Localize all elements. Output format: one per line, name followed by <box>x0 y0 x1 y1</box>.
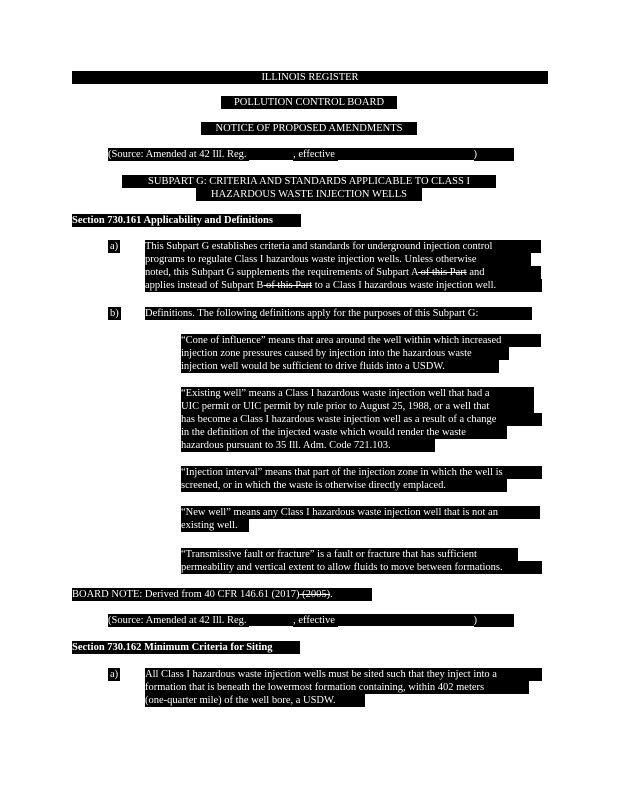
section-162-a-line-3: (one-quarter mile) of the well bore, a USDW. <box>145 694 365 707</box>
definition-cone-line-1: “Cone of influence” means that area around the well within which increased <box>181 334 541 347</box>
subsection-b-label: b) <box>110 308 119 319</box>
subsection-a-line-2: programs to regulate Class I hazardous waste injection wells. Unless otherwise <box>145 253 531 266</box>
definition-existing-line-1: “Existing well” means a Class I hazardous waste injection well that had a <box>181 387 534 400</box>
section-161-title: Section 730.161 Applicability and Definitions <box>72 214 301 227</box>
effective-blank <box>338 616 474 627</box>
reg-blank <box>249 616 293 627</box>
definition-interval-line-2: screened, or in which the waste is otherwise directly emplaced. <box>181 479 507 492</box>
notice-title: NOTICE OF PROPOSED AMENDMENTS <box>201 122 417 135</box>
struck-text: of this Part <box>417 267 467 278</box>
subsection-b-text: Definitions. The following definitions apply for the purposes of this Subpart G: <box>145 307 532 320</box>
board-note: BOARD NOTE: Derived from 40 CFR 146.61 (2017) (2005). <box>72 588 372 601</box>
source-line-1: (Source: Amended at 42 Ill. Reg. , effective ) <box>108 148 514 161</box>
definition-fault-line-2: permeability and vertical extent to allow fluids to move between formations. <box>181 561 542 574</box>
definition-existing-line-2: UIC permit or UIC permit by rule prior to August 25, 1988, or a well that <box>181 400 534 413</box>
definition-cone-line-2: injection zone pressures caused by injection into the hazardous waste <box>181 347 509 360</box>
register-title: ILLINOIS REGISTER <box>261 72 359 83</box>
section-162-a-label: a) <box>110 669 119 680</box>
definition-fault-line-1: “Transmissive fault or fracture” is a fault or fracture that has sufficient <box>181 548 518 561</box>
section-162-a-line-1: All Class I hazardous waste injection wells must be sited such that they inject into a <box>145 668 542 681</box>
reg-blank <box>249 150 293 161</box>
definition-existing-line-5: hazardous pursuant to 35 Ill. Adm. Code 721.103. <box>181 439 435 452</box>
struck-text: (2005) <box>299 589 331 600</box>
board-name: POLLUTION CONTROL BOARD <box>221 96 397 109</box>
definition-interval-line-1: “Injection interval” means that part of the injection zone in which the well is <box>181 466 542 479</box>
subsection-a-line-1: This Subpart G establishes criteria and standards for underground injection control <box>145 240 541 253</box>
definition-new-well-line-1: “New well” means any Class I hazardous waste injection well that is not an <box>181 506 540 519</box>
section-162-a-line-2: formation that is beneath the lowermost formation containing, within 402 meters <box>145 681 529 694</box>
definition-existing-line-4: in the definition of the injected waste which would render the waste <box>181 426 507 439</box>
definition-existing-line-3: has become a Class I hazardous waste injection well as a result of a change <box>181 413 542 426</box>
subpart-heading-line-1: SUBPART G: CRITERIA AND STANDARDS APPLICABLE TO CLASS I <box>122 175 496 188</box>
register-header-bar <box>72 71 548 84</box>
effective-blank <box>338 150 474 161</box>
subsection-a-label: a) <box>110 241 119 252</box>
struck-text: of this Part <box>263 280 313 291</box>
definition-new-well-line-2: existing well. <box>181 519 249 532</box>
subpart-heading-line-2: HAZARDOUS WASTE INJECTION WELLS <box>196 188 422 201</box>
subsection-a-line-3: noted, this Subpart G supplements the requirements of Subpart A of this Part and <box>145 266 541 279</box>
source-line-2: (Source: Amended at 42 Ill. Reg. , effective ) <box>108 614 514 627</box>
subsection-a-line-4: applies instead of Subpart B of this Part to a Class I hazardous waste injection well. <box>145 279 542 292</box>
definition-cone-line-3: injection well would be sufficient to drive fluids into a USDW. <box>181 360 499 373</box>
section-162-title: Section 730.162 Minimum Criteria for Siting <box>72 641 300 654</box>
